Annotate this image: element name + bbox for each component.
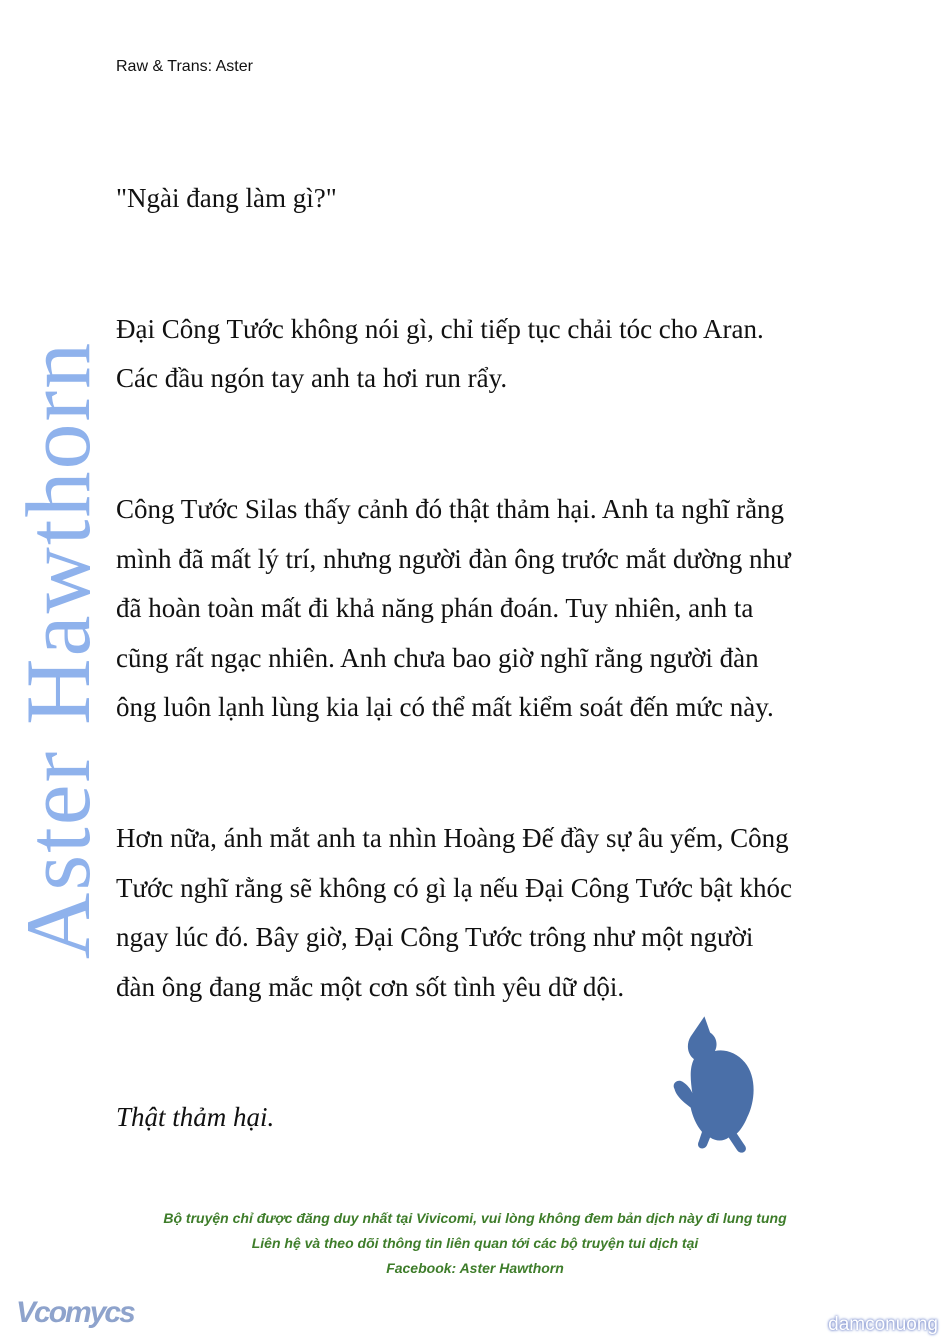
vcomycs-logo: Vcomycs bbox=[16, 1296, 134, 1329]
notice-line: Bộ truyện chỉ được đăng duy nhất tại Vivicomi, vui lòng không đem bản dịch này đi lung tung bbox=[163, 1210, 787, 1226]
text-line: Hơn nữa, ánh mắt anh ta nhìn Hoàng Đế đầy sự âu yếm, Công bbox=[116, 823, 789, 853]
page-header: Raw & Trans: Aster bbox=[116, 58, 253, 75]
text-line: Công Tước Silas thấy cảnh đó thật thảm hại. Anh ta nghĩ rằng bbox=[116, 494, 785, 524]
text-line: Các đầu ngón tay anh ta hơi run rẩy. bbox=[116, 363, 508, 393]
text-line: đàn ông đang mắc một cơn sốt tình yêu dữ dội. bbox=[116, 972, 625, 1002]
text-line: mình đã mất lý trí, nhưng người đàn ông trước mắt dường như bbox=[116, 544, 791, 574]
text-line: đã hoàn toàn mất đi khả năng phán đoán. Tuy nhiên, anh ta bbox=[116, 593, 754, 623]
text-line: ngay lúc đó. Bây giờ, Đại Công Tước trông như một người bbox=[116, 922, 754, 952]
closing-line: Thật thảm hại. bbox=[116, 1102, 275, 1132]
text-line: Tước nghĩ rằng sẽ không có gì lạ nếu Đại Công Tước bật khóc bbox=[116, 873, 792, 903]
damconuong-logo: damconuong bbox=[828, 1314, 938, 1335]
watermark-text: Aster Hawthorn bbox=[7, 340, 109, 960]
cat-silhouette-icon bbox=[660, 1012, 765, 1162]
text-line: Đại Công Tước không nói gì, chỉ tiếp tục chải tóc cho Aran. bbox=[116, 314, 764, 344]
text-line: cũng rất ngạc nhiên. Anh chưa bao giờ nghĩ rằng người đàn bbox=[116, 643, 759, 673]
dialogue-line: "Ngài đang làm gì?" bbox=[116, 183, 337, 213]
notice-line: Liên hệ và theo dõi thông tin liên quan tới các bộ truyện tui dịch tại bbox=[251, 1235, 699, 1251]
text-line: ông luôn lạnh lùng kia lại có thể mất kiểm soát đến mức này. bbox=[116, 692, 774, 722]
facebook-line: Facebook: Aster Hawthorn bbox=[386, 1260, 564, 1276]
